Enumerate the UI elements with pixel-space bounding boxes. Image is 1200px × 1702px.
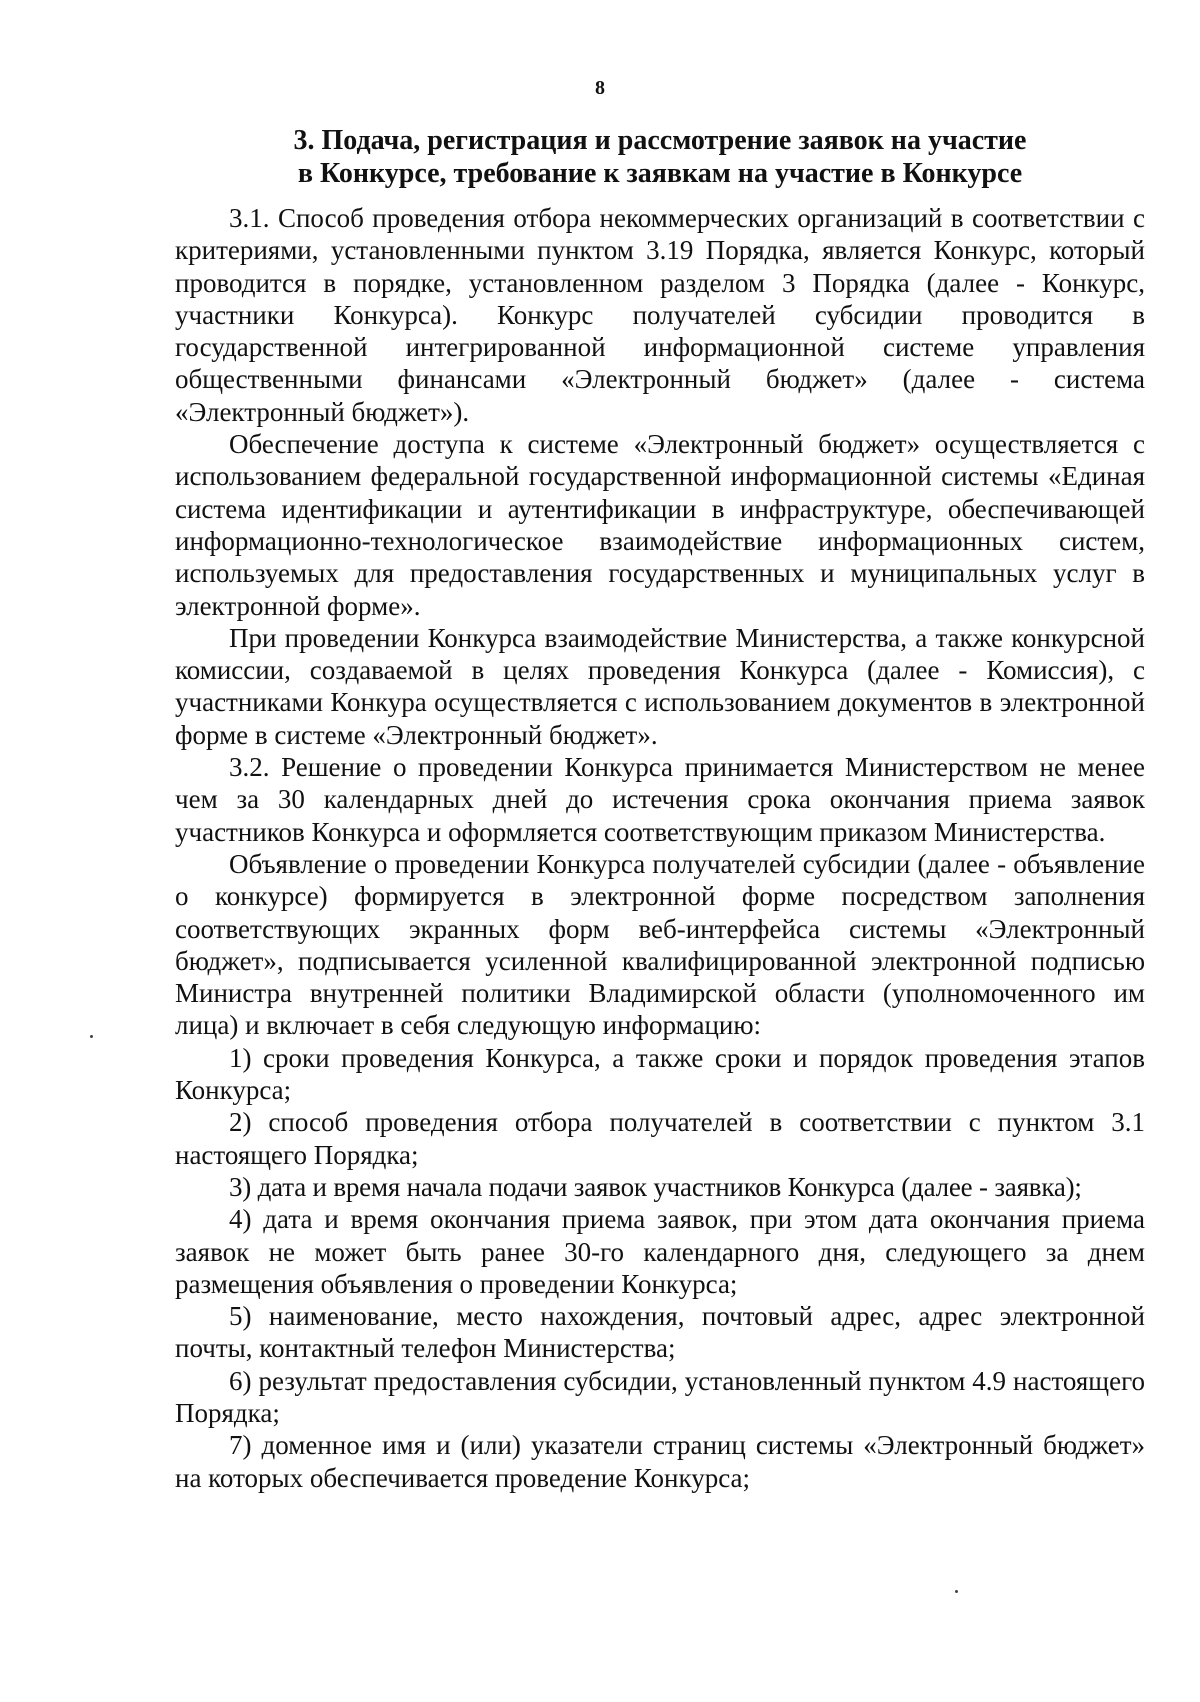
scan-speck xyxy=(955,1590,958,1593)
paragraph-interaction: При проведении Конкурса взаимодействие Министерства, а также конкурсной комиссии, создаваемой в целях проведения Конкурса (далее - Комиссия), с участниками Конкура осуществляется с использованием документов в электронной форме в системе «Электронный бюджет». xyxy=(175,622,1145,750)
section-heading-line-2: в Конкурсе, требование к заявкам на участие в Конкурсе xyxy=(297,158,1023,189)
list-item-3: 3) дата и время начала подачи заявок участников Конкурса (далее - заявка); xyxy=(229,1171,1082,1202)
page-number: 8 xyxy=(595,77,605,99)
section-heading xyxy=(200,124,1120,190)
paragraph-3-2: 3.2. Решение о проведении Конкурса принимается Министерством не менее чем за 30 календарных дней до истечения срока окончания приема заявок участников Конкурса и оформляется соответствующим приказом Министерства. xyxy=(175,752,1145,847)
list-item-4: 4) дата и время окончания приема заявок, при этом дата окончания приема заявок не может быть ранее 30-го календарного дня, следующего за днем размещения объявления о проведении Конкурса; xyxy=(175,1204,1145,1299)
list-item-7: 7) доменное имя и (или) указатели страниц системы «Электронный бюджет» на которых обеспечивается проведение Конкурса; xyxy=(175,1430,1145,1493)
list-item-5: 5) наименование, место нахождения, почтовый адрес, адрес электронной почты, контактный телефон Министерства; xyxy=(175,1301,1145,1364)
section-heading-line-1: 3. Подача, регистрация и рассмотрение заявок на участие xyxy=(293,125,1027,156)
list-item-2: 2) способ проведения отбора получателей в соответствии с пунктом 3.1 настоящего Порядка; xyxy=(175,1107,1145,1170)
document-body xyxy=(175,202,1145,1494)
paragraph-3-1: 3.1. Способ проведения отбора некоммерческих организаций в соответствии с критериями, установленными пунктом 3.19 Порядка, является Конкурс, который проводится в порядке, установленном разделом 3 Порядка (далее - Конкурс, участники Конкурса). Конкурс получателей субсидии проводится в государственной интегрированной информационной системе управления общественными финансами «Электронный бюджет» (далее - система «Электронный бюджет»). xyxy=(175,203,1145,427)
list-item-6: 6) результат предоставления субсидии, установленный пунктом 4.9 настоящего Порядка; xyxy=(175,1365,1145,1428)
paragraph-access: Обеспечение доступа к системе «Электронный бюджет» осуществляется с использованием федеральной государственной информационной системы «Единая система идентификации и аутентификации в инфраструктуре, обеспечивающей информационно-технологическое взаимодействие информационных систем, используемых для предоставления государственных и муниципальных услуг в электронной форме». xyxy=(175,429,1145,621)
scan-speck xyxy=(90,1035,93,1038)
paragraph-announcement: Объявление о проведении Конкурса получателей субсидии (далее - объявление о конкурсе) формируется в электронной форме посредством заполнения соответствующих экранных форм веб-интерфейса системы «Электронный бюджет», подписывается усиленной квалифицированной электронной подписью Министра внутренней политики Владимирской области (уполномоченного им лица) и включает в себя следующую информацию: xyxy=(175,848,1145,1041)
list-item-1: 1) сроки проведения Конкурса, а также сроки и порядок проведения этапов Конкурса; xyxy=(175,1042,1145,1106)
